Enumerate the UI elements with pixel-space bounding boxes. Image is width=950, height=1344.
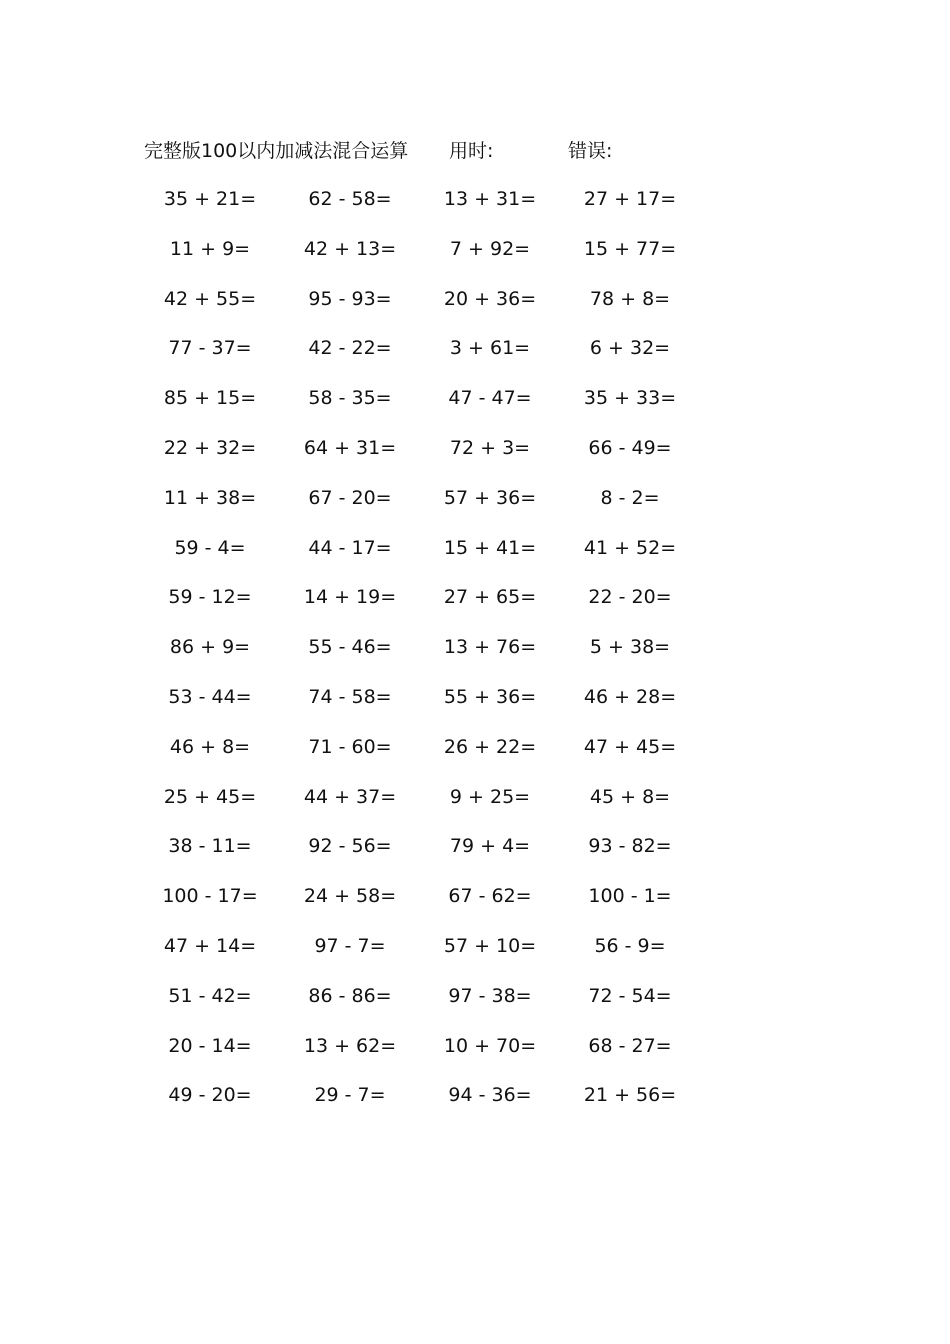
arithmetic-problem: 42 + 13= — [303, 237, 397, 260]
arithmetic-problem: 3 + 61= — [449, 337, 531, 360]
arithmetic-problem: 79 + 4= — [449, 835, 531, 858]
arithmetic-problem: 55 - 46= — [308, 636, 392, 659]
arithmetic-problem: 57 + 36= — [443, 486, 537, 509]
arithmetic-problem: 93 - 82= — [588, 835, 672, 858]
arithmetic-problem: 64 + 31= — [303, 436, 397, 459]
arithmetic-problem: 100 - 1= — [588, 885, 672, 908]
arithmetic-problem: 46 + 8= — [169, 735, 251, 758]
arithmetic-problem: 6 + 32= — [589, 337, 671, 360]
time-label: 用时: — [449, 140, 494, 162]
arithmetic-problem: 42 - 22= — [308, 337, 392, 360]
arithmetic-problem: 26 + 22= — [443, 735, 537, 758]
arithmetic-problem: 21 + 56= — [583, 1084, 677, 1107]
arithmetic-problem: 72 - 54= — [588, 984, 672, 1007]
arithmetic-problem: 13 + 31= — [443, 188, 537, 210]
arithmetic-problem: 59 - 4= — [174, 536, 246, 559]
arithmetic-problem: 47 + 45= — [583, 735, 677, 758]
worksheet-title: 完整版100以内加减法混合运算 — [144, 140, 409, 162]
arithmetic-problem: 57 + 10= — [443, 934, 537, 957]
arithmetic-problem: 66 - 49= — [588, 436, 672, 459]
arithmetic-problem: 42 + 55= — [163, 287, 257, 310]
arithmetic-problem: 67 - 20= — [308, 486, 392, 509]
arithmetic-problem: 78 + 8= — [589, 287, 671, 310]
arithmetic-problem: 35 + 21= — [163, 188, 257, 210]
arithmetic-problem: 10 + 70= — [443, 1034, 537, 1057]
arithmetic-problem: 62 - 58= — [308, 188, 392, 210]
arithmetic-problem: 47 + 14= — [163, 934, 257, 957]
worksheet-header — [144, 136, 664, 166]
arithmetic-problem: 58 - 35= — [308, 387, 392, 410]
arithmetic-problem: 27 + 65= — [443, 586, 537, 609]
arithmetic-problem: 86 + 9= — [169, 636, 251, 659]
arithmetic-problem: 8 - 2= — [600, 486, 660, 509]
arithmetic-problem: 74 - 58= — [308, 685, 392, 708]
arithmetic-problem: 38 - 11= — [168, 835, 252, 858]
arithmetic-problem: 55 + 36= — [443, 685, 537, 708]
arithmetic-problem: 86 - 86= — [308, 984, 392, 1007]
arithmetic-problem: 27 + 17= — [583, 188, 677, 210]
arithmetic-problem: 92 - 56= — [308, 835, 392, 858]
arithmetic-problem: 14 + 19= — [303, 586, 397, 609]
arithmetic-problem: 59 - 12= — [168, 586, 252, 609]
arithmetic-problem: 56 - 9= — [594, 934, 666, 957]
arithmetic-problem: 97 - 7= — [314, 934, 386, 957]
arithmetic-problem: 100 - 17= — [162, 885, 258, 908]
arithmetic-problem: 22 + 32= — [163, 436, 257, 459]
arithmetic-problem: 72 + 3= — [449, 436, 531, 459]
arithmetic-problem: 45 + 8= — [589, 785, 671, 808]
arithmetic-problem: 97 - 38= — [448, 984, 532, 1007]
arithmetic-problem: 71 - 60= — [308, 735, 392, 758]
arithmetic-problem: 15 + 41= — [443, 536, 537, 559]
arithmetic-problem: 5 + 38= — [589, 636, 671, 659]
arithmetic-problem: 9 + 25= — [449, 785, 531, 808]
arithmetic-problem: 44 + 37= — [303, 785, 397, 808]
arithmetic-problem: 44 - 17= — [308, 536, 392, 559]
arithmetic-problem: 85 + 15= — [163, 387, 257, 410]
arithmetic-problem: 47 - 47= — [448, 387, 532, 410]
arithmetic-problem: 41 + 52= — [583, 536, 677, 559]
arithmetic-problem: 68 - 27= — [588, 1034, 672, 1057]
problem-grid — [140, 184, 700, 1130]
arithmetic-problem: 35 + 33= — [583, 387, 677, 410]
arithmetic-problem: 11 + 9= — [169, 237, 251, 260]
arithmetic-problem: 29 - 7= — [314, 1084, 386, 1107]
arithmetic-problem: 11 + 38= — [163, 486, 257, 509]
arithmetic-problem: 46 + 28= — [583, 685, 677, 708]
arithmetic-problem: 94 - 36= — [448, 1084, 532, 1107]
arithmetic-problem: 51 - 42= — [168, 984, 252, 1007]
arithmetic-problem: 25 + 45= — [163, 785, 257, 808]
arithmetic-problem: 22 - 20= — [588, 586, 672, 609]
arithmetic-problem: 77 - 37= — [168, 337, 252, 360]
arithmetic-problem: 13 + 76= — [443, 636, 537, 659]
arithmetic-problem: 53 - 44= — [168, 685, 252, 708]
arithmetic-problem: 95 - 93= — [308, 287, 392, 310]
arithmetic-problem: 20 - 14= — [168, 1034, 252, 1057]
errors-label: 错误: — [568, 140, 613, 162]
arithmetic-problem: 15 + 77= — [583, 237, 677, 260]
arithmetic-problem: 67 - 62= — [448, 885, 532, 908]
arithmetic-problem: 7 + 92= — [449, 237, 531, 260]
arithmetic-problem: 24 + 58= — [303, 885, 397, 908]
arithmetic-problem: 20 + 36= — [443, 287, 537, 310]
arithmetic-problem: 49 - 20= — [168, 1084, 252, 1107]
arithmetic-problem: 13 + 62= — [303, 1034, 397, 1057]
